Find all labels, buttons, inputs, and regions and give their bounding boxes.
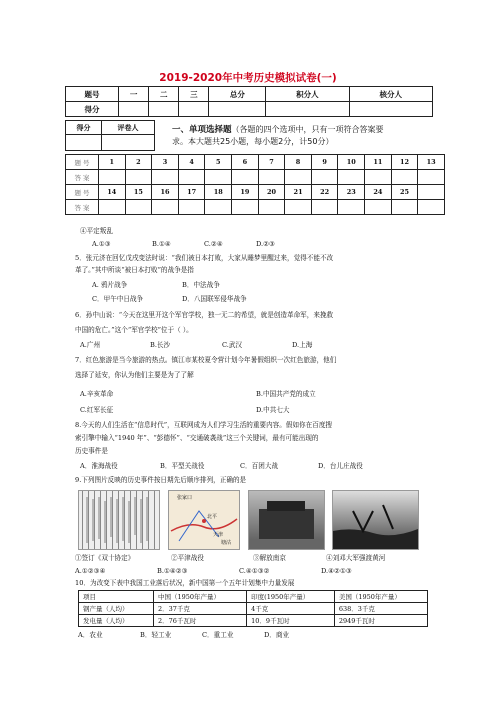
industry-cell: 2949千瓦时 (334, 615, 427, 627)
option: D．台儿庄战役 (318, 462, 363, 470)
q6-text-1: 6．孙中山说：“今天在这里开这个军官学校，独一无二的希望，就是创造革命军，来挽救 (75, 311, 334, 319)
section-instructions-1: （各题的四个选项中，只有一项符合答案要 (231, 125, 384, 134)
map-label-tanggu: 塘沽 (221, 540, 232, 546)
industry-cell: 638．3千克 (334, 603, 427, 615)
option: B.长沙 (150, 341, 171, 349)
option: A.广州 (80, 341, 101, 349)
answer-cell[interactable] (285, 200, 312, 215)
q10-options (78, 630, 289, 640)
industry-header: 美国（1950年产量） (334, 591, 427, 603)
score-cell (349, 102, 432, 117)
answer-cell[interactable] (205, 170, 232, 185)
industry-header: 项目 (79, 591, 154, 603)
answer-grid-number: 24 (365, 185, 392, 200)
photo-treaty-document (78, 490, 160, 550)
option: A．淮海战役 (80, 462, 118, 470)
answer-grid-empty (418, 200, 445, 215)
industry-cell: 2．37千克 (154, 603, 247, 615)
answer-grid-number: 10 (338, 155, 365, 170)
grader-reviewer-label: 评卷人 (102, 121, 155, 135)
q6-text-2: 中国的危亡。”这个“军官学校”位于（ ）。 (75, 326, 193, 334)
q7-text-2: 选择了延安，你认为他们主要是为了了解 (75, 371, 194, 379)
q8-text-1: 8.今天的人们生活在“信息时代”，互联网成为人们学习生活的重要内容。假如你在百度搜 (75, 421, 332, 429)
page-title: 2019-2020年中考历史模拟试卷(一) (159, 72, 337, 84)
option: B．中法战争 (182, 281, 220, 289)
answer-grid-number-label: 题 号 (66, 185, 99, 200)
river-crossing-graphic (333, 491, 418, 549)
answer-cell[interactable] (99, 200, 126, 215)
caption: ④刘邓大军强渡黄河 (326, 554, 386, 562)
option: B．轻工业 (140, 631, 172, 639)
option: D.②③ (256, 240, 275, 248)
q5-text-2: 革了。”其中所谈“被日本打败”的战争是指 (75, 266, 194, 274)
option: C.④①③② (239, 567, 270, 575)
answer-cell[interactable] (338, 200, 365, 215)
section-title: 一、单项选择题 (172, 125, 232, 135)
q10-text: 10．为改变下表中我国工业落后状况，新中国第一个五年计划集中力量发展 (75, 579, 295, 587)
option: D．八国联军侵华战争 (182, 295, 247, 303)
answer-grid-number: 9 (311, 155, 338, 170)
score-cell (179, 102, 209, 117)
score-cell (119, 102, 149, 117)
answer-cell[interactable] (232, 200, 259, 215)
q9-options (75, 566, 352, 576)
answer-grid-number: 21 (285, 185, 312, 200)
answer-grid-number: 17 (178, 185, 205, 200)
option: B.中国共产党的成立 (256, 390, 316, 398)
industry-cell: 发电量（人均） (79, 615, 154, 627)
answer-cell[interactable] (258, 200, 285, 215)
industry-cell: 钢产量（人均） (79, 603, 154, 615)
option: A. 鸦片战争 (92, 281, 128, 289)
answer-grid-empty (418, 185, 445, 200)
option: B.①④ (152, 240, 171, 248)
option: C．百团大战 (240, 462, 279, 470)
q8-text-2: 索引擎中输入“1940 年”、“彭德怀”、“交通破袭战”这三个关键词，最有可能出现的 (75, 434, 319, 442)
answer-cell[interactable] (365, 170, 392, 185)
question-line: ④平定叛乱 (80, 227, 113, 235)
q5-text-1: 5．张元济在回忆戊戌变法时说：“我们被日本打败，大家从睡梦里醒过来，觉得不能不改 (75, 254, 334, 262)
q7-text-1: 7．红色旅游是当今旅游的热点。镇江市某校夏令营计划今年暑假组织一次红色旅游，他们 (75, 356, 337, 364)
answer-cell[interactable] (152, 200, 179, 215)
answer-grid-number: 16 (152, 185, 179, 200)
industry-cell: 2．76千瓦时 (154, 615, 247, 627)
answer-grid-number: 14 (99, 185, 126, 200)
answer-cell[interactable] (285, 170, 312, 185)
score-cell (266, 102, 349, 117)
answer-cell[interactable] (391, 200, 418, 215)
q4-options (92, 239, 275, 249)
score-header-cell: 三 (179, 87, 209, 102)
q7-options-2 (80, 405, 290, 415)
map-label-tianjin: 天津 (213, 532, 224, 538)
answer-grid-number: 2 (125, 155, 152, 170)
answer-cell[interactable] (258, 170, 285, 185)
score-header-cell: 积分人 (266, 87, 349, 102)
caption: ③解放南京 (253, 554, 286, 562)
section-instructions-2: 求。本大题共25小题，每小题2分，计50分） (172, 137, 334, 146)
answer-grid-number: 1 (99, 155, 126, 170)
option: B.①④②③ (157, 567, 188, 575)
score-header-cell: 二 (149, 87, 179, 102)
answer-cell[interactable] (125, 200, 152, 215)
score-header-cell: 核分人 (349, 87, 432, 102)
photo-battle-map (168, 490, 240, 550)
map-label-beiping: 北平 (207, 514, 218, 520)
answer-grid-number: 23 (338, 185, 365, 200)
option: C.武汉 (222, 341, 243, 349)
answer-cell[interactable] (205, 200, 232, 215)
answer-grid-answer-label: 答 案 (66, 200, 99, 215)
answer-cell[interactable] (418, 170, 445, 185)
answer-grid-number: 4 (178, 155, 205, 170)
option: A.辛亥革命 (80, 390, 114, 398)
answer-grid-answer-label: 答 案 (66, 170, 99, 185)
option: D．商业 (264, 631, 290, 639)
nanjing-building-graphic (249, 491, 324, 549)
answer-cell[interactable] (338, 170, 365, 185)
photo-nanjing-liberation (248, 490, 325, 550)
caption: ①签订《双十协定》 (75, 554, 135, 562)
score-cell (149, 102, 179, 117)
option: D.上海 (292, 341, 313, 349)
answer-cell[interactable] (178, 170, 205, 185)
option: D.中共七大 (256, 406, 290, 414)
option: B．平型关战役 (160, 462, 205, 470)
answer-cell[interactable] (311, 170, 338, 185)
answer-grid-number: 6 (232, 155, 259, 170)
answer-grid-number: 22 (311, 185, 338, 200)
answer-grid-number: 11 (365, 155, 392, 170)
q5-options-1 (92, 280, 220, 290)
option: C.红军长征 (80, 406, 114, 414)
map-label-zhangjiakou: 张家口 (177, 495, 193, 501)
caption: ②平津战役 (171, 554, 204, 562)
answer-grid-number: 20 (258, 185, 285, 200)
option: D.④②①③ (321, 567, 352, 575)
photo-yellow-river-crossing (332, 490, 419, 550)
answer-grid-number: 7 (258, 155, 285, 170)
q8-text-3: 历史事件是 (75, 447, 108, 455)
answer-grid-number: 12 (391, 155, 418, 170)
option: A.①②③④ (75, 567, 106, 575)
q9-text: 9.下列图片反映的历史事件按日期先后顺序排列，正确的是 (75, 476, 247, 484)
answer-cell[interactable] (125, 170, 152, 185)
answer-grid-number: 19 (232, 185, 259, 200)
q9-captions (75, 553, 385, 563)
score-header-cell: 总分 (209, 87, 266, 102)
score-cell (209, 102, 266, 117)
industry-table (78, 590, 428, 627)
answer-cell[interactable] (311, 200, 338, 215)
grader-cell (102, 135, 155, 151)
q7-options-1 (80, 389, 316, 399)
answer-grid-number: 15 (125, 185, 152, 200)
answer-grid (65, 154, 445, 215)
answer-cell[interactable] (232, 170, 259, 185)
answer-grid-number: 18 (205, 185, 232, 200)
grader-box (65, 120, 155, 151)
answer-cell[interactable] (178, 200, 205, 215)
industry-header: 中国（1950年产量） (154, 591, 247, 603)
score-table (65, 86, 433, 117)
answer-grid-number: 13 (418, 155, 445, 170)
answer-cell[interactable] (391, 170, 418, 185)
score-row-label: 得分 (66, 102, 119, 117)
option: C．重工业 (202, 631, 234, 639)
answer-cell[interactable] (152, 170, 179, 185)
grader-cell (66, 135, 102, 151)
industry-header: 印度(1950年产量） (247, 591, 335, 603)
document-script-lines (79, 491, 159, 549)
option: C．甲午中日战争 (92, 295, 144, 303)
answer-grid-number: 25 (391, 185, 418, 200)
score-header-cell: 题号 (66, 87, 119, 102)
answer-cell[interactable] (99, 170, 126, 185)
answer-grid-number: 8 (285, 155, 312, 170)
grader-score-label: 得分 (66, 121, 102, 135)
section-heading (172, 124, 384, 147)
q6-options (80, 340, 312, 350)
option: A．农业 (78, 631, 103, 639)
q8-options (80, 461, 363, 471)
answer-cell[interactable] (365, 200, 392, 215)
q5-options-2 (92, 294, 247, 304)
industry-cell: 10．9千瓦时 (247, 615, 335, 627)
option: C.②④ (204, 240, 223, 248)
answer-grid-number: 5 (205, 155, 232, 170)
option: A.①③ (92, 240, 111, 248)
score-header-cell: 一 (119, 87, 149, 102)
answer-grid-number: 3 (152, 155, 179, 170)
industry-cell: 4千克 (247, 603, 335, 615)
answer-grid-number-label: 题 号 (66, 155, 99, 170)
